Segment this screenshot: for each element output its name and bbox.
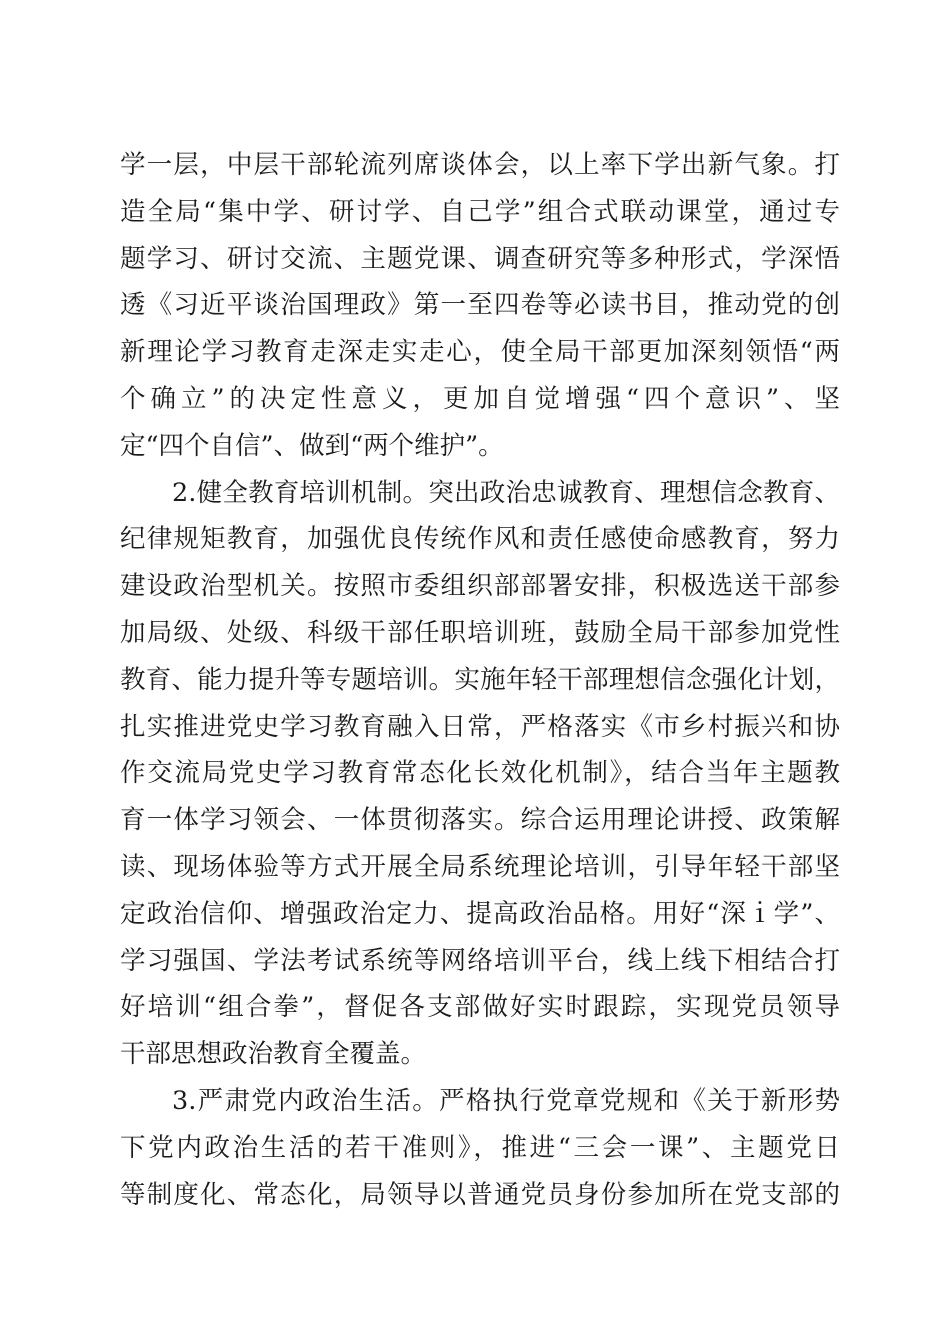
text-line: 干部思想政治教育全覆盖。 <box>120 1039 427 1070</box>
body-text <box>120 142 840 1218</box>
text-line: 育一体学习领会、一体贯彻落实。综合运用理论讲授、政策解 <box>120 805 840 836</box>
text-line: 建设政治型机关。按照市委组织部部署安排，积极选送干部参 <box>120 571 840 602</box>
text-line: 透《习近平谈治国理政》第一至四卷等必读书目，推动党的创 <box>120 290 840 321</box>
paragraph-heading-line: 2.健全教育培训机制。突出政治忠诚教育、理想信念教育、 <box>172 477 840 508</box>
text-line: 学一层，中层干部轮流列席谈体会，以上率下学出新气象。打 <box>120 150 840 180</box>
text-line: 作交流局党史学习教育常态化长效化机制》，结合当年主题教 <box>120 758 840 789</box>
text-line: 学习强国、学法考试系统等网络培训平台，线上线下相结合打 <box>120 945 840 976</box>
text-line: 造全局“集中学、研讨学、自己学”组合式联动课堂，通过专 <box>120 196 840 227</box>
text-line: 定政治信仰、增强政治定力、提高政治品格。用好“深ｉ学”、 <box>120 898 840 929</box>
text-line: 教育、能力提升等专题培训。实施年轻干部理想信念强化计划， <box>120 664 840 695</box>
text-line: 读、现场体验等方式开展全局系统理论培训，引导年轻干部坚 <box>120 851 840 882</box>
text-line: 纪律规矩教育，加强优良传统作风和责任感使命感教育，努力 <box>120 524 840 555</box>
text-line: 个确立”的决定性意义，更加自觉增强“四个意识”、坚 <box>120 383 840 414</box>
text-line: 等制度化、常态化，局领导以普通党员身份参加所在党支部的 <box>120 1179 840 1210</box>
text-line: 好培训“组合拳”，督促各支部做好实时跟踪，实现党员领导 <box>120 992 840 1023</box>
text-line: 扎实推进党史学习教育融入日常，严格落实《市乡村振兴和协 <box>120 711 840 742</box>
text-line: 定“四个自信”、做到“两个维护”。 <box>120 430 504 461</box>
paragraph-heading-line: 3.严肃党内政治生活。严格执行党章党规和《关于新形势 <box>172 1085 840 1116</box>
text-line: 新理论学习教育走深走实走心，使全局干部更加深刻领悟“两 <box>120 337 840 368</box>
text-line: 题学习、研讨交流、主题党课、调查研究等多种形式，学深悟 <box>120 243 840 274</box>
text-line: 加局级、处级、科级干部任职培训班，鼓励全局干部参加党性 <box>120 617 840 648</box>
text-line: 下党内政治生活的若干准则》，推进“三会一课”、主题党日 <box>120 1132 840 1163</box>
